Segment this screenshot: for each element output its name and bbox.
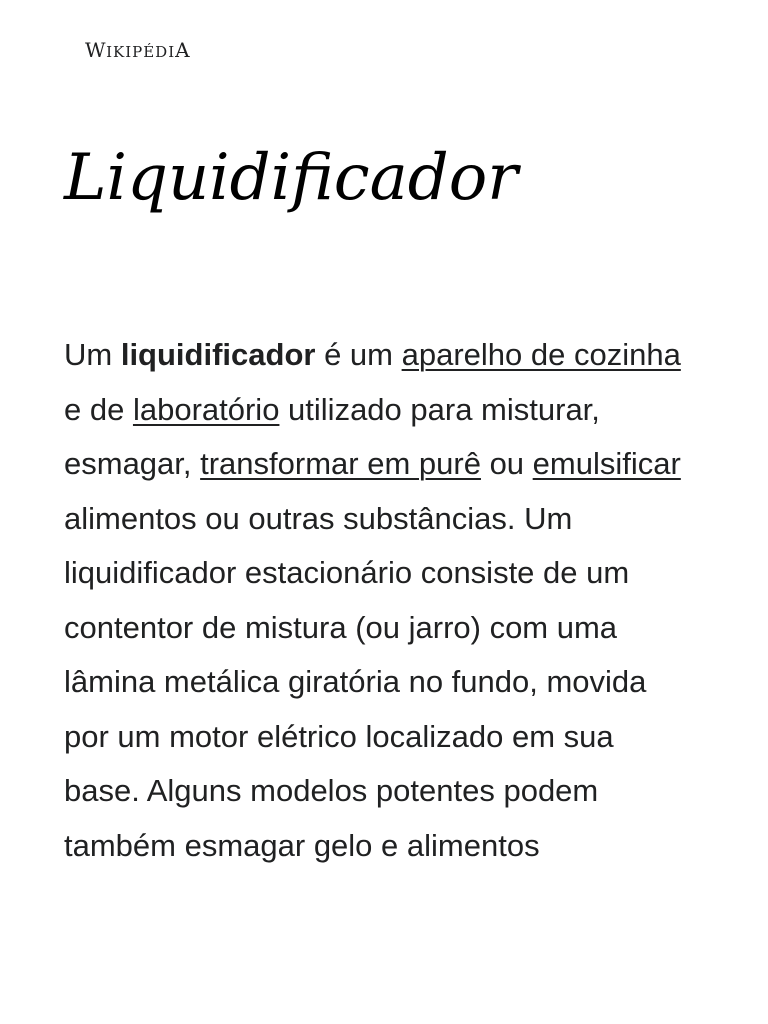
intro-text-2: é um — [315, 337, 402, 372]
wordmark-middle: IKIPÉDI — [106, 43, 176, 61]
intro-text-3: e de — [64, 391, 133, 427]
intro-text-1: Um — [64, 337, 121, 372]
intro-text-5: ou — [480, 446, 533, 481]
link-laboratory[interactable]: laboratório — [132, 391, 280, 427]
intro-bold-term: liquidificador — [120, 337, 316, 372]
link-emulsify[interactable]: emulsificar — [532, 446, 681, 481]
intro-text-6: alimentos ou outras substâncias. Um liquidificador estacionário consiste de um contentor de mistura (ou jarro) com uma lâmina metálica giratória no fundo, movida por um motor elétrico localizado em sua base. Alguns modelos potentes podem também esmagar gelo e alimentos — [64, 500, 647, 863]
wikipedia-wordmark-link[interactable] — [85, 38, 190, 62]
link-puree[interactable]: transformar em purê — [200, 446, 481, 481]
page-title: Liquidificador — [64, 141, 518, 215]
article-intro-paragraph — [64, 328, 696, 873]
intro-text-4: utilizado para misturar, esmagar, — [64, 391, 600, 481]
wordmark-initial: W — [85, 38, 107, 62]
wordmark-final: A — [175, 38, 191, 62]
link-kitchen-appliance[interactable]: aparelho de cozinha — [401, 337, 681, 372]
